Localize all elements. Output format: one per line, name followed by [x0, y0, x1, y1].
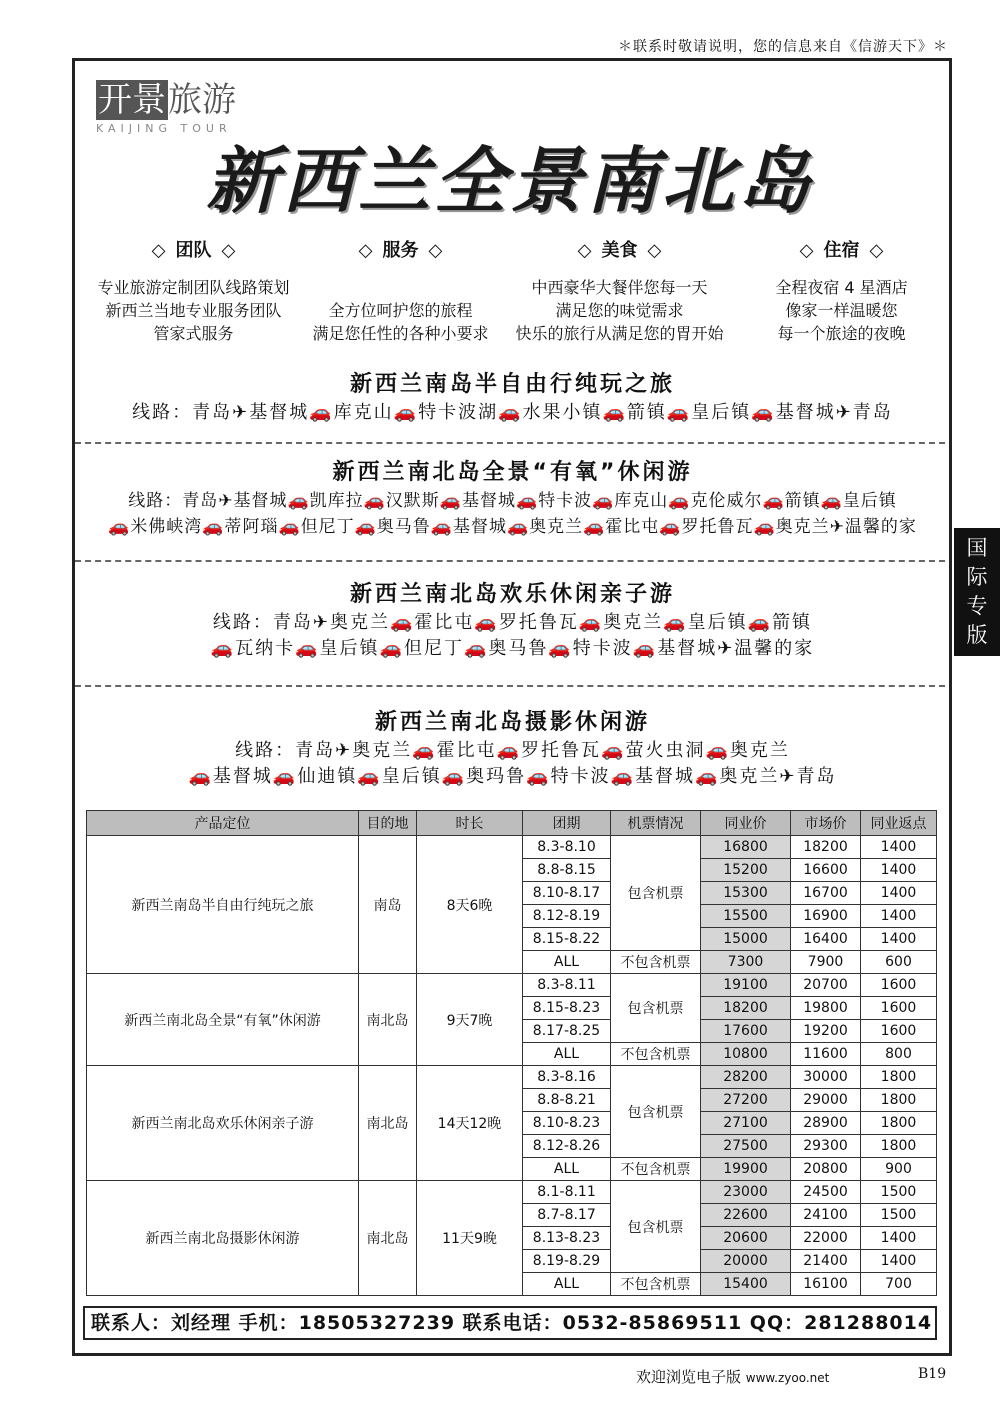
rebate-cell: 700: [861, 1273, 937, 1296]
departure-date-cell: 8.1-8.11: [523, 1181, 611, 1204]
feature-line: 专业旅游定制团队线路策划: [97, 278, 290, 297]
rebate-cell: 1600: [861, 997, 937, 1020]
trade-price-cell: 23000: [701, 1181, 791, 1204]
rebate-cell: 600: [861, 951, 937, 974]
section-tab-label: 国际专版: [966, 536, 988, 647]
product-name-cell: 新西兰南北岛全景“有氧”休闲游: [87, 974, 359, 1066]
rebate-cell: 1600: [861, 1020, 937, 1043]
departure-date-cell: 8.17-8.25: [523, 1020, 611, 1043]
diamond-icon: ◇: [799, 240, 814, 261]
route-line: 线路：青岛✈奥克兰🚗霍比屯🚗罗托鲁瓦🚗奥克兰🚗皇后镇🚗箭镇: [212, 612, 813, 633]
market-price-cell: 24100: [791, 1204, 861, 1227]
product-name-cell: 新西兰南岛半自由行纯玩之旅: [87, 836, 359, 974]
departure-date-cell: ALL: [523, 1273, 611, 1296]
diamond-icon: ◇: [151, 240, 166, 261]
divider: [75, 685, 945, 687]
market-price-cell: 16700: [791, 882, 861, 905]
footer-text: 欢迎浏览电子版: [636, 1368, 742, 1386]
departure-date-cell: 8.19-8.29: [523, 1250, 611, 1273]
column-header: 团期: [523, 811, 611, 836]
trade-price-cell: 20600: [701, 1227, 791, 1250]
page-title: 新西兰全景南北岛: [205, 139, 814, 223]
ticket-status-cell: 包含机票: [611, 974, 701, 1043]
table-row: [87, 1066, 937, 1089]
departure-date-cell: ALL: [523, 1043, 611, 1066]
column-header: 同业价: [701, 811, 791, 836]
feature-team: [86, 236, 301, 345]
feature-food: [512, 236, 727, 345]
rebate-cell: 1400: [861, 928, 937, 951]
departure-date-cell: 8.12-8.19: [523, 905, 611, 928]
trade-price-cell: 18200: [701, 997, 791, 1020]
feature-label: 美食: [601, 240, 638, 261]
departure-date-cell: 8.8-8.15: [523, 859, 611, 882]
route-line: 线路：青岛✈基督城🚗库克山🚗特卡波湖🚗水果小镇🚗箭镇🚗皇后镇🚗基督城✈青岛: [132, 402, 893, 423]
route-photo: [75, 708, 950, 790]
market-price-cell: 20700: [791, 974, 861, 997]
trade-price-cell: 20000: [701, 1250, 791, 1273]
table-header-row: [87, 811, 937, 836]
rebate-cell: 900: [861, 1158, 937, 1181]
route-title: 新西兰南北岛摄影休闲游: [374, 710, 650, 735]
rebate-cell: 1400: [861, 836, 937, 859]
feature-line: 全方位呵护您的旅程: [328, 301, 473, 320]
company-logo: [96, 80, 266, 140]
ticket-status-cell: 不包含机票: [611, 1158, 701, 1181]
destination-cell: 南北岛: [359, 1066, 417, 1181]
column-header: 机票情况: [611, 811, 701, 836]
feature-line: 管家式服务: [153, 324, 234, 343]
route-line: 🚗基督城🚗仙迪镇🚗皇后镇🚗奥玛鲁🚗特卡波🚗基督城🚗奥克兰✈青岛: [188, 766, 837, 787]
departure-date-cell: 8.3-8.10: [523, 836, 611, 859]
market-price-cell: 16600: [791, 859, 861, 882]
trade-price-cell: 27200: [701, 1089, 791, 1112]
table-row: [87, 836, 937, 859]
departure-date-cell: ALL: [523, 951, 611, 974]
duration-cell: 8天6晚: [417, 836, 523, 974]
trade-price-cell: 19900: [701, 1158, 791, 1181]
logo-cn-rest: 旅游: [168, 80, 236, 120]
footer-url: www.zyoo.net: [745, 1371, 830, 1385]
trade-price-cell: 15400: [701, 1273, 791, 1296]
trade-price-cell: 10800: [701, 1043, 791, 1066]
column-header: 同业返点: [861, 811, 937, 836]
page-number: B19: [918, 1366, 947, 1382]
trade-price-cell: 19100: [701, 974, 791, 997]
route-line: 🚗米佛峡湾🚗蒂阿瑙🚗但尼丁🚗奥马鲁🚗基督城🚗奥克兰🚗霍比屯🚗罗托鲁瓦🚗奥克兰✈温馨的家: [108, 517, 917, 537]
feature-line: 快乐的旅行从满足您的胃开始: [515, 324, 724, 343]
market-price-cell: 28900: [791, 1112, 861, 1135]
column-header: 目的地: [359, 811, 417, 836]
table-row: [87, 974, 937, 997]
route-oxygen: [75, 458, 950, 540]
top-note: ＊联系时敬请说明，您的信息来自《信游天下》＊: [618, 39, 948, 55]
duration-cell: 11天9晚: [417, 1181, 523, 1296]
duration-cell: 9天7晚: [417, 974, 523, 1066]
rebate-cell: 1600: [861, 974, 937, 997]
destination-cell: 南北岛: [359, 1181, 417, 1296]
feature-line: 中西豪华大餐伴您每一天: [531, 278, 708, 297]
contact-info: 联系人：刘经理 手机：18505327239 联系电话：0532-85869511 QQ：281288014: [83, 1306, 937, 1340]
market-price-cell: 20800: [791, 1158, 861, 1181]
logo-cn-box: 开景: [98, 80, 166, 120]
rebate-cell: 1800: [861, 1135, 937, 1158]
feature-line: 像家一样温暖您: [785, 301, 898, 320]
trade-price-cell: 27500: [701, 1135, 791, 1158]
route-line: 线路：青岛✈奥克兰🚗霍比屯🚗罗托鲁瓦🚗萤火虫洞🚗奥克兰: [235, 740, 790, 761]
trade-price-cell: 22600: [701, 1204, 791, 1227]
market-price-cell: 19200: [791, 1020, 861, 1043]
trade-price-cell: 15500: [701, 905, 791, 928]
column-header: 产品定位: [87, 811, 359, 836]
feature-lodging: [734, 236, 949, 345]
route-title: 新西兰南北岛全景“有氧”休闲游: [332, 460, 693, 485]
departure-date-cell: 8.13-8.23: [523, 1227, 611, 1250]
route-south-island: [75, 370, 950, 426]
divider: [75, 442, 945, 444]
market-price-cell: 29000: [791, 1089, 861, 1112]
departure-date-cell: ALL: [523, 1158, 611, 1181]
market-price-cell: 19800: [791, 997, 861, 1020]
rebate-cell: 1400: [861, 905, 937, 928]
market-price-cell: 24500: [791, 1181, 861, 1204]
price-table-body: [87, 836, 937, 1296]
diamond-icon: ◇: [358, 240, 373, 261]
ticket-status-cell: 不包含机票: [611, 951, 701, 974]
trade-price-cell: 15000: [701, 928, 791, 951]
ticket-status-cell: 不包含机票: [611, 1043, 701, 1066]
rebate-cell: 1400: [861, 1250, 937, 1273]
ticket-status-cell: 包含机票: [611, 1181, 701, 1273]
market-price-cell: 16900: [791, 905, 861, 928]
divider: [75, 560, 945, 562]
duration-cell: 14天12晚: [417, 1066, 523, 1181]
diamond-icon: ◇: [577, 240, 592, 261]
departure-date-cell: 8.15-8.23: [523, 997, 611, 1020]
departure-date-cell: 8.10-8.23: [523, 1112, 611, 1135]
trade-price-cell: 17600: [701, 1020, 791, 1043]
ticket-status-cell: 包含机票: [611, 1066, 701, 1158]
rebate-cell: 1400: [861, 859, 937, 882]
ticket-status-cell: 包含机票: [611, 836, 701, 951]
market-price-cell: 7900: [791, 951, 861, 974]
departure-date-cell: 8.7-8.17: [523, 1204, 611, 1227]
feature-line: 满足您任性的各种小要求: [312, 324, 489, 343]
feature-label: 服务: [382, 240, 419, 261]
route-title: 新西兰南岛半自由行纯玩之旅: [349, 372, 675, 397]
feature-label: 团队: [175, 240, 212, 261]
route-family: [75, 580, 950, 662]
feature-line: 满足您的味觉需求: [555, 301, 684, 320]
rebate-cell: 800: [861, 1043, 937, 1066]
route-line: 🚗瓦纳卡🚗皇后镇🚗但尼丁🚗奥马鲁🚗特卡波🚗基督城✈温馨的家: [210, 638, 815, 659]
column-header: 市场价: [791, 811, 861, 836]
market-price-cell: 22000: [791, 1227, 861, 1250]
feature-service: [293, 236, 508, 345]
trade-price-cell: 16800: [701, 836, 791, 859]
diamond-icon: ◇: [869, 240, 884, 261]
footer: [636, 1366, 829, 1387]
table-row: [87, 1181, 937, 1204]
ticket-status-cell: 不包含机票: [611, 1273, 701, 1296]
trade-price-cell: 28200: [701, 1066, 791, 1089]
route-title: 新西兰南北岛欢乐休闲亲子游: [349, 582, 675, 607]
feature-line: 全程夜宿 4 星酒店: [775, 278, 908, 297]
logo-en: KAIJING TOUR: [96, 122, 232, 135]
trade-price-cell: 15300: [701, 882, 791, 905]
rebate-cell: 1400: [861, 882, 937, 905]
departure-date-cell: 8.8-8.21: [523, 1089, 611, 1112]
trade-price-cell: 27100: [701, 1112, 791, 1135]
departure-date-cell: 8.10-8.17: [523, 882, 611, 905]
trade-price-cell: 7300: [701, 951, 791, 974]
departure-date-cell: 8.12-8.26: [523, 1135, 611, 1158]
market-price-cell: 16100: [791, 1273, 861, 1296]
rebate-cell: 1500: [861, 1204, 937, 1227]
route-line: 线路：青岛✈基督城🚗凯库拉🚗汉默斯🚗基督城🚗特卡波🚗库克山🚗克伦威尔🚗箭镇🚗皇后镇: [128, 491, 897, 511]
market-price-cell: 18200: [791, 836, 861, 859]
rebate-cell: 1500: [861, 1181, 937, 1204]
market-price-cell: 21400: [791, 1250, 861, 1273]
section-tab: [954, 528, 1000, 656]
product-name-cell: 新西兰南北岛欢乐休闲亲子游: [87, 1066, 359, 1181]
feature-label: 住宿: [823, 240, 860, 261]
market-price-cell: 29300: [791, 1135, 861, 1158]
trade-price-cell: 15200: [701, 859, 791, 882]
column-header: 时长: [417, 811, 523, 836]
departure-date-cell: 8.3-8.11: [523, 974, 611, 997]
rebate-cell: 1800: [861, 1089, 937, 1112]
product-name-cell: 新西兰南北岛摄影休闲游: [87, 1181, 359, 1296]
feature-line: 新西兰当地专业服务团队: [105, 301, 282, 320]
destination-cell: 南岛: [359, 836, 417, 974]
rebate-cell: 1400: [861, 1227, 937, 1250]
rebate-cell: 1800: [861, 1112, 937, 1135]
rebate-cell: 1800: [861, 1066, 937, 1089]
price-table: [86, 810, 937, 1296]
feature-line: 每一个旅途的夜晚: [777, 324, 906, 343]
diamond-icon: ◇: [647, 240, 662, 261]
market-price-cell: 30000: [791, 1066, 861, 1089]
departure-date-cell: 8.3-8.16: [523, 1066, 611, 1089]
departure-date-cell: 8.15-8.22: [523, 928, 611, 951]
market-price-cell: 11600: [791, 1043, 861, 1066]
diamond-icon: ◇: [428, 240, 443, 261]
market-price-cell: 16400: [791, 928, 861, 951]
destination-cell: 南北岛: [359, 974, 417, 1066]
diamond-icon: ◇: [221, 240, 236, 261]
